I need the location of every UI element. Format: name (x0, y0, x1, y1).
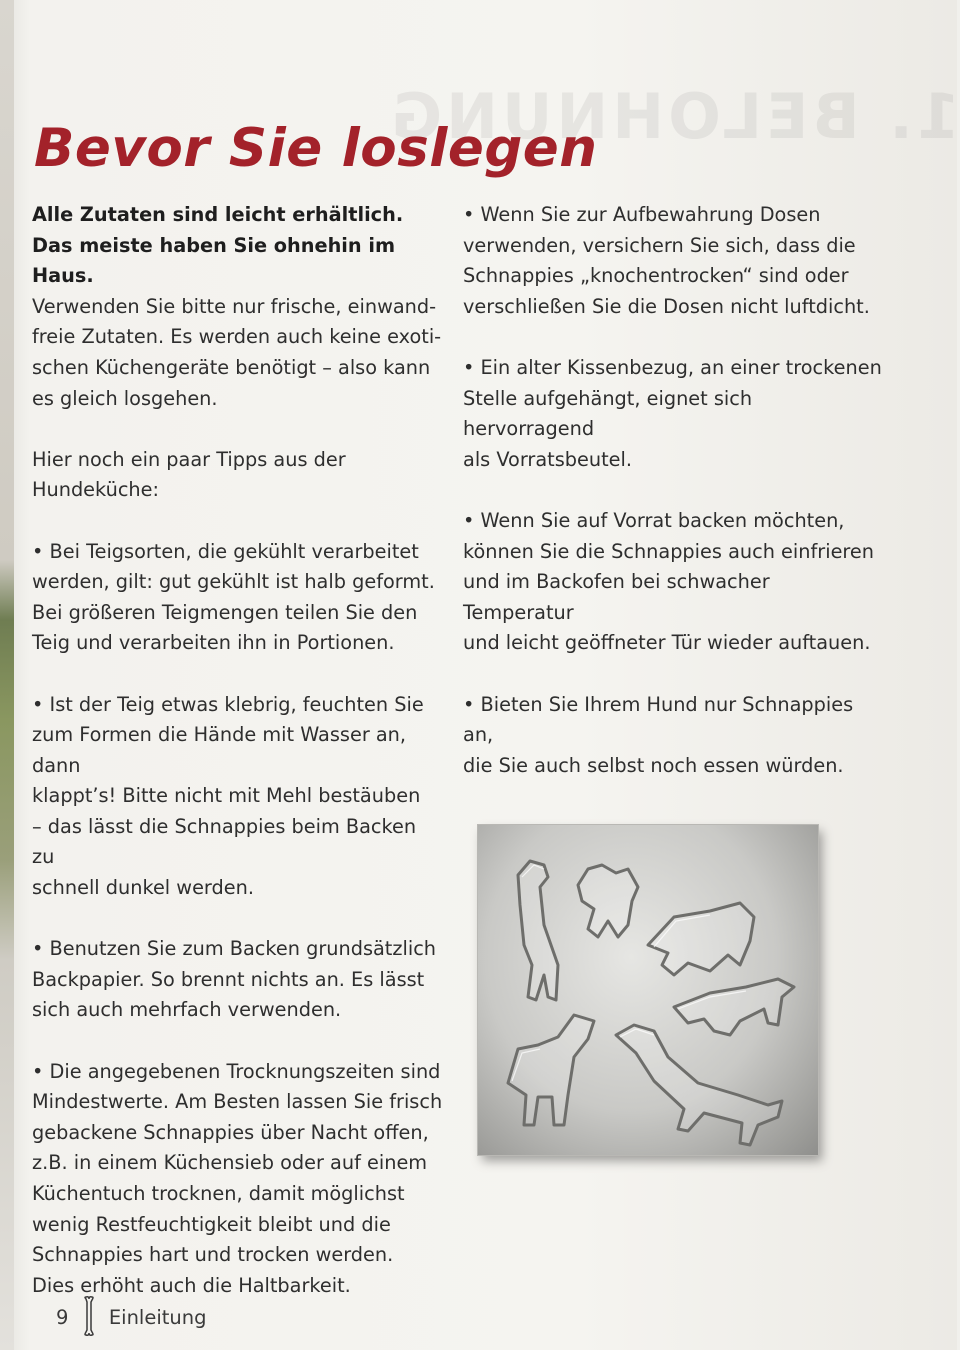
page-title: Bevor Sie loslegen (34, 117, 598, 179)
right-column (463, 200, 883, 781)
tips-intro: Hier noch ein paar Tipps aus der Hundeküche: (32, 447, 346, 502)
bone-icon (83, 1296, 95, 1341)
tip-freezing: • Wenn Sie auf Vorrat backen möchten, können Sie die Schnappies auch einfrieren und im Backofen bei schwacher Temperatur und leicht geöffneter Tür wieder auftauen. (463, 508, 875, 655)
adjacent-page-edge (0, 0, 14, 1350)
tip-pillowcase: • Ein alter Kissenbezug, an einer trockenen Stelle aufgehängt, eignet sich hervorragend als Vorratsbeutel. (463, 355, 882, 471)
tip-edible-test: • Bieten Sie Ihrem Hund nur Schnappies an, die Sie auch selbst noch essen würden. (463, 692, 854, 777)
tip-drying-times: • Die angegebenen Trocknungszeiten sind Mindestwerte. Am Besten lassen Sie frisch gebackene Schnappies über Nacht offen, z.B. in einem Küchensieb oder auf einem Küchentuch trocknen, damit möglichst wenig Restfeuchtigkeit bleibt und die Schnappies hart und trocken werden. Dies erhöht auch die Haltbarkeit. (32, 1059, 443, 1297)
tip-dough-cooling: • Bei Teigsorten, die gekühlt verarbeitet werden, gilt: gut gekühlt ist halb geformt. Bei größeren Teigmengen teilen Sie den Teig und verarbeiten ihn in Portionen. (32, 539, 435, 655)
page-footer (56, 1296, 207, 1341)
tip-baking-paper: • Benutzen Sie zum Backen grundsätzlich Backpapier. So brennt nichts an. Es lässt sich auch mehrfach verwenden. (32, 937, 437, 1022)
tip-sticky-dough: • Ist der Teig etwas klebrig, feuchten Sie zum Formen die Hände mit Wasser an, dann klappt’s! Bitte nicht mit Mehl bestäuben – das lässt die Schnappies beim Backen zu schnell dunkel werden. (32, 692, 424, 900)
page-number: 9 (56, 1306, 69, 1329)
intro-bold-line-2: Das meiste haben Sie ohnehin im Haus. (32, 233, 396, 288)
cookie-cutters-photo (478, 825, 818, 1155)
intro-paragraph: Verwenden Sie bitte nur frische, einwand- freie Zutaten. Es werden auch keine exoti- schen Küchengeräte benötigt – also kann es gleich losgehen. (32, 294, 442, 410)
left-column (32, 200, 444, 1301)
section-name: Einleitung (108, 1306, 207, 1329)
show-through-text: 1. BELOHNUNG (387, 80, 960, 153)
intro-bold-line-1: Alle Zutaten sind leicht erhältlich. (32, 203, 404, 226)
dog-cookie-cutters-illustration (478, 825, 818, 1155)
tip-storage-tins: • Wenn Sie zur Aufbewahrung Dosen verwenden, versichern Sie sich, dass die Schnappies „knochentrocken“ sind oder verschließen Sie die Dosen nicht luftdicht. (463, 203, 870, 318)
